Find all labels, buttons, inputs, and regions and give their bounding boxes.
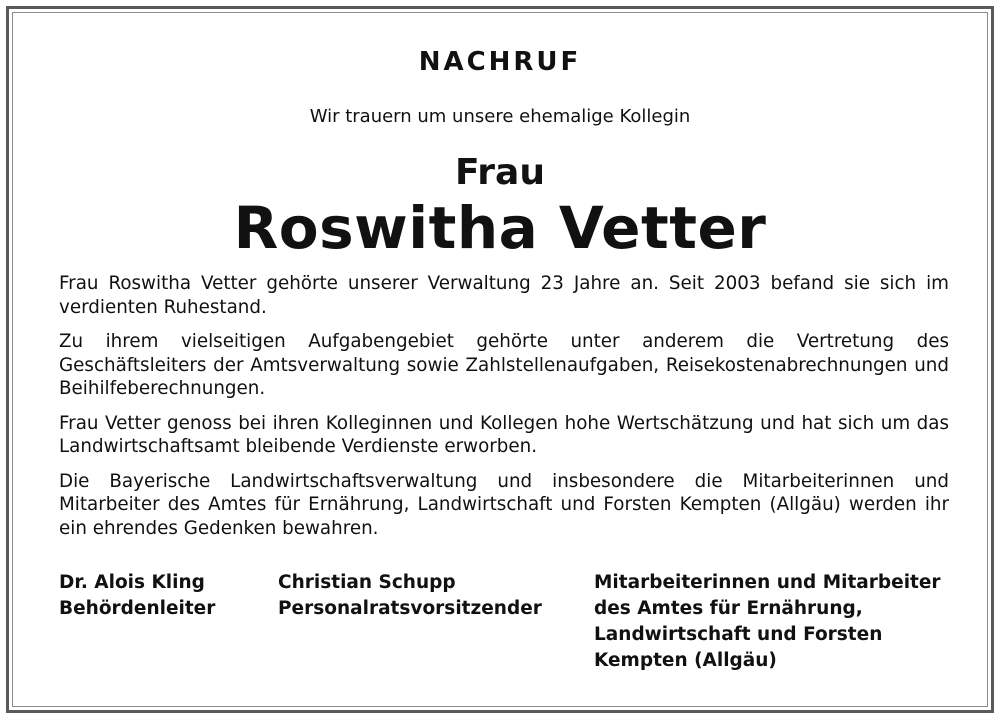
headline: NACHRUF: [418, 47, 582, 77]
deceased-name: Roswitha Vetter: [233, 194, 767, 262]
signature-staff: [594, 570, 941, 674]
signature-staff-council: [278, 570, 542, 622]
signature-name: Dr. Alois Kling: [59, 572, 205, 593]
signature-title: Personalratsvorsitzender: [278, 598, 542, 619]
paragraph-remembrance: Die Bayerische Landwirtschaftsverwaltung und insbesondere die Mitarbeiterinnen und Mitarbeiter des Amtes für Ernährung, Landwirtschaft und Forsten Kempten (Allgäu) werden ihr ein ehrendes Gedenken bewahren.: [59, 470, 949, 539]
signature-line: Mitarbeiterinnen und Mitarbeiter: [594, 572, 941, 593]
signature-line: Landwirtschaft und Forsten: [594, 624, 883, 645]
paragraph-duties: Zu ihrem vielseitigen Aufgabengebiet gehörte unter anderem die Vertretung des Geschäftsleiters der Amtsverwaltung sowie Zahlstellenaufgaben, Reisekostenabrechnungen und Beihilfeberechnungen.: [59, 331, 949, 399]
paragraph-appreciation: Frau Vetter genoss bei ihren Kolleginnen und Kollegen hohe Wertschätzung und hat sich um das Landwirtschaftsamt bleibende Verdienste erworben.: [59, 412, 949, 457]
salutation: Frau: [455, 152, 545, 193]
signature-head-of-office: [59, 570, 215, 622]
intro-line: Wir trauern um unsere ehemalige Kollegin: [309, 106, 691, 127]
signature-line: des Amtes für Ernährung,: [594, 598, 863, 619]
body-text: [59, 272, 949, 551]
signature-name: Christian Schupp: [278, 572, 456, 593]
signature-title: Behördenleiter: [59, 598, 216, 619]
paragraph-service: Frau Roswitha Vetter gehörte unserer Verwaltung 23 Jahre an. Seit 2003 befand sie sich im verdienten Ruhestand.: [59, 273, 949, 318]
signature-line: Kempten (Allgäu): [594, 650, 777, 671]
